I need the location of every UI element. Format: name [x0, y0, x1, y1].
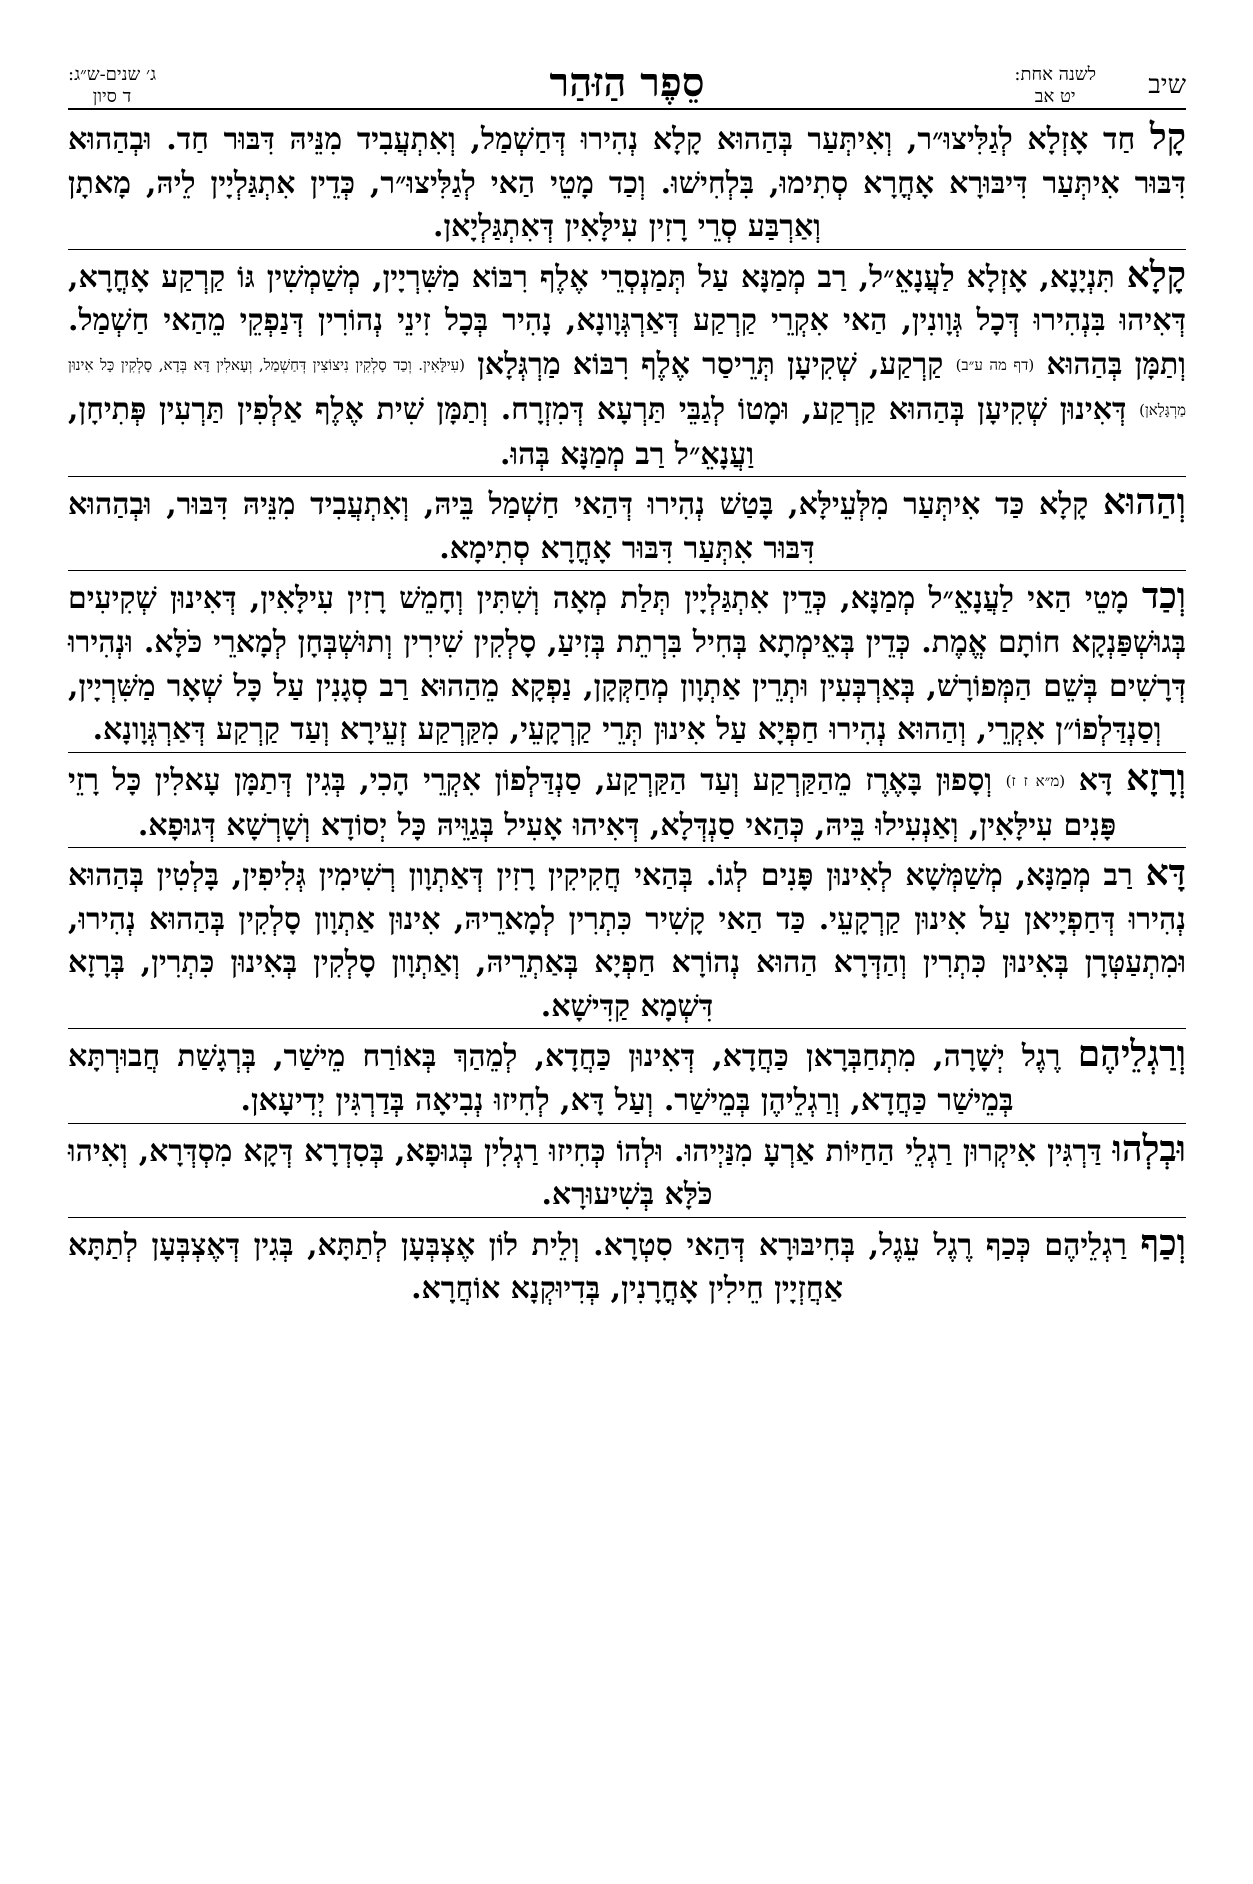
- paragraph-text: רַב מְמַנָּא, מְשַׁמְּשָׁא לְאִינוּן פָּנִים לְגוֹ. בְּהַאי חֲקִיקִין רָזִין דְּאַתְוָון רְשִׁימִין גְּלִיפִין, בָּלְטִין בְּהַהוּא נְהִירוּ דְּחַפְיָיאן עַל אִינוּן קַרְקָעֵי. כַּד הַאי קָשִׁיר כִּתְרִין לְמָארֵיהּ, אִינוּן אַתְוָון סָלְקִין בְּהַהוּא נְהִירוּ, וּמִתְעַטְּרָן בְּאִינוּן כִּתְרִין וְהַדְּרָא הַהוּא נְהוֹרָא חַפְיָא בְּאַתְרֵיהּ, וְאַתְוָון סָלְקִין בְּאִינוּן כִּתְרִין, בְּרָזָא דִּשְׁמָא קַדִּישָׁא.: [68, 858, 1186, 1024]
- page-number: שיב: [1148, 70, 1186, 100]
- paragraph-text: מָטֵי הַאי לַעֲנָאֵ״ל מְמַנָּא, כְּדֵין אִתְגַּלְיָין תְּלַת מְאָה וְשִׁתִּין וְחָמֵשׁ רָזִין עִילָּאִין, דְּאִינוּן שְׁקִיעִים בְּגוּשְׁפַּנְקָא חוֹתָם אֱמֶת. כְּדֵין בְּאֵימְתָא בְּחִיל בִּרְתֵת בְּזִיעַ, סָלְקִין שִׁירִין וְתוּשְׁבְּחָן לְמָארֵי כֹּלָּא. וּנְהִירוּ דְּרָשִׁים בְּשֵׁם הַמְּפוֹרָשׁ, בְּאַרְבְּעִין וּתְרֵין אַתְוָון מְחַקְּקָן, נַפְקָא מֵהַהוּא רַב סְגָנִין עַל כָּל שְׁאָר מַשִּׁרְיָין, וְסַנְדַּלְפוֹ״ן אִקְרֵי, וְהַהוּא נְהִירוּ חַפְיָא עַל אִינוּן תְּרֵי קַרְקָעֵי, מִקַּרְקַע זְעֵירָא וְעַד קַרְקַע דְּאַרְגְּוָונָא.: [68, 581, 1186, 748]
- variant-reading-note: (עִילָּאִין. וְכַד סָלְקִין נִיצוֹצִין דְּחַשְׁמַל, וְעָאלִין דָּא בְּדָא, סָלְקִין כָּל אִינוּן מַרְגָּלָאן): [68, 356, 1186, 419]
- schedule-label-one-year: לשנה אחת:: [1014, 64, 1096, 85]
- schedule-label-three-year: ג׳ שנים-ש״ג:: [68, 64, 157, 85]
- page-header: [68, 60, 1186, 110]
- paragraph-opening-word: וּבְלְהוּ: [1112, 1127, 1186, 1170]
- paragraph-opening-word: וְרָזָא: [1125, 756, 1186, 799]
- schedule-date-one-year: יט אב: [1034, 86, 1076, 107]
- paragraph-text-continued: וְסָפוּן בָּאֶרֶז מֵהַקַּרְקַע וְעַד הַקַּרְקַע, סַנְדַּלְפוֹן אִקְרֵי הָכִי, בְּגִין דְּתַמָּן עָאלִין כָּל רָזֵי פָּנִים עִילָּאִין, וְאַנְעִילוּ בֵּיהּ, כְּהַאי סַנְדְּלָא, דְּאִיהוּ אָעִיל בְּגַוֵּיהּ כָּל יְסוֹדָא וְשָׁרְשָׁא דְּגוּפָא.: [68, 762, 1117, 843]
- paragraph-text: רַגְלֵיהֶם כְּכַף רֶגֶל עֵגֶל, בְּחִיבּוּרָא דְּהַאי סִטְרָא. וְלֵית לוֹן אֶצְבְּעָן לְתַתָּא, בְּגִין דְּאֶצְבְּעָן לְתַתָּא אַחֲזְיָין חֵילִין אָחֳרָנִין, בְּדִיוּקְנָא אוֹחֲרָא.: [68, 1227, 1141, 1307]
- paragraph-2: [68, 254, 1186, 477]
- paragraph-opening-word: קָלָא: [1126, 253, 1186, 296]
- paragraph-3: [68, 481, 1186, 571]
- schedule-date-three-year: ד סיון: [92, 86, 132, 107]
- page-body: [68, 116, 1186, 1311]
- paragraph-opening-word: וְרַגְלֵיהֶם: [1077, 1033, 1186, 1076]
- paragraph-8: [68, 1128, 1186, 1218]
- paragraph-opening-word: דָּא: [1145, 852, 1186, 895]
- paragraph-text: קָלָא כַּד אִיתְּעַר מִלְּעֵילָּא, בָּטַשׁ נְהִירוּ דְּהַאי חַשְׁמַל בֵּיהּ, וְאִתְעֲבִיד מִנֵּיהּ דִּבּוּר, וּבְהַהוּא דִּבּוּר אִתְּעַר דִּבּוּר אָחֳרָא סְתִימָא.: [68, 487, 1104, 566]
- paragraph-text: דָּא: [1078, 762, 1126, 798]
- paragraph-6: [68, 852, 1186, 1029]
- paragraph-text: דַּרְגִּין אִיקְרוּן רַגְלֵי הַחַיּוֹת אַרְעָ מִנַּיְיהוּ. וּלְהוֹ כְּחִיזוּ רַגְלִין בְּגוּפָא, בְּסִדְרָא דְּקָא מִסְדְּרָא, וְאִיהוּ כֹּלָּא בְּשִׁיעוּרָא.: [68, 1133, 1113, 1213]
- paragraph-1: [68, 116, 1186, 250]
- paragraph-opening-word: קָל: [1149, 116, 1186, 158]
- paragraph-4: [68, 575, 1186, 752]
- paragraph-text-continued: קַרְקַע, שְׁקִיעָן תְּרֵיסַר אֶלֶף רִבּוֹא מַרְגְּלָאן: [477, 346, 956, 382]
- paragraph-opening-word: וְהַהוּא: [1103, 481, 1186, 524]
- paragraph-text: תִּנְיָנָא, אָזְלָא לַעֲנָאֵ״ל, רַב מְמַנָּא עַל תְּמַנְסְרֵי אֶלֶף רִבּוֹא מַשִּׁרְיָין, מְשַׁמְשִׁין גּוֹ קַרְקַע אָחֳרָא, דְּאִיהוּ בִּנְהִירוּ דְּכָל גְּוָונִין, הַאי אִקְרֵי קַרְקַע דְּאַרְגְּוָונָא, נָהִיר בְּכָל זִינֵי נְהוֹרִין דְּנַפְקֵי מֵהַאי חַשְׁמַל. וְתַמָּן בְּהַהוּא: [68, 259, 1186, 382]
- verse-citation-note: (מ״א ז ז): [1005, 771, 1066, 790]
- paragraph-7: [68, 1033, 1186, 1123]
- paragraph-9: [68, 1222, 1186, 1311]
- study-schedule-three-year: [68, 64, 156, 108]
- paragraph-text-continued: דְּאִינוּן שְׁקִיעָן בְּהַהוּא קַרְקַע, וּמָטוֹ לְגַבֵּי תַּרְעָא דְּמִזְרָח. וְתַמָּן שִׁית אֶלֶף אַלְפִין תַּרְעִין פְּתִיחָן, וַעֲנָאֵ״ל רַב מְמַנָּא בְּהוּ.: [68, 391, 1140, 472]
- paragraph-opening-word: וְכַף: [1140, 1221, 1186, 1264]
- paragraph-5: [68, 757, 1186, 848]
- page-reference-note: (דף מה ע״ב): [955, 356, 1035, 375]
- book-title: סֵפֶר הַזּהַר: [549, 59, 705, 106]
- zohar-page: [68, 60, 1186, 1860]
- paragraph-text: חַד אָזְלָא לְגַלִּיצוּ״ר, וְאִיתְּעַר בְּהַהוּא קָלָא נְהִירוּ דְּחַשְׁמַל, וְאִתְעֲבִיד מִנֵּיהּ דִּבּוּר חַד. וּבְהַהוּא דִּבּוּר אִיתְּעַר דִּיבּוּרָא אָחֳרָא סְתִימוּ, בִּלְחִישׁוּ. וְכַד מָטֵי הַאי לְגַלִּיצוּ״ר, כְּדֵין אִתְגַּלְיָין לֵיהּ, מָאתָן וְאַרְבַּע סְרֵי רָזִין עִילָּאִין דְּאִתְגַּלְיָאן.: [68, 122, 1186, 245]
- paragraph-text: רֶגֶל יְשָׁרָה, מִתְחַבְּרָאן כַּחֲדָא, דְּאִינוּן כַּחֲדָא, לְמֵהַךְ בְּאוֹרַח מֵישַׁר, בְּרְגָשַׁת חֲבוּרְתָּא בְּמֵישַׁר כַּחֲדָא, וְרַגְלֵיהֶן בְּמֵישַׁר. וְעַל דָּא, לְחִיזוּ נְבִיאָה בְּדַרְגִּין יְדִיעָאן.: [68, 1039, 1078, 1119]
- paragraph-opening-word: וְכַד: [1141, 575, 1186, 618]
